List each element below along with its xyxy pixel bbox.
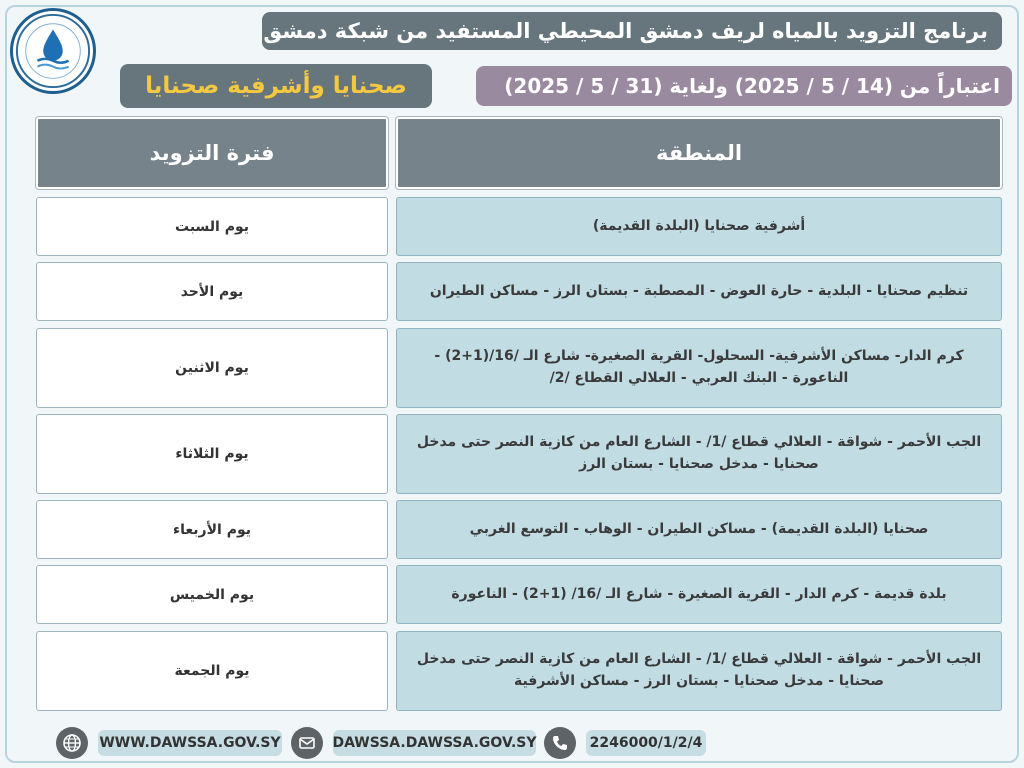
page-title: برنامج التزويد بالمياه لريف دمشق المحيطي المستفيد من شبكة دمشق: [262, 12, 1002, 50]
phone-number[interactable]: 2246000/1/2/4: [586, 730, 706, 756]
table-row-day: يوم الجمعة: [36, 631, 388, 711]
table-row-region: صحنايا (البلدة القديمة) - مساكن الطيران - الوهاب - التوسع الغربي: [396, 500, 1002, 559]
globe-icon: [56, 727, 88, 759]
water-drop-logo-icon: [14, 12, 92, 90]
table-row-day: يوم الأربعاء: [36, 500, 388, 559]
table-row-day: يوم السبت: [36, 197, 388, 256]
phone-icon: [544, 727, 576, 759]
table-row-day: يوم الاثنين: [36, 328, 388, 408]
website-link[interactable]: WWW.DAWSSA.GOV.SY: [98, 730, 282, 756]
table-row-day: يوم الأحد: [36, 262, 388, 321]
table-row-region: الجب الأحمر - شواقة - العلالي قطاع /1/ - الشارع العام من كازية النصر حتى مدخل صحنايا - مدخل صحنايا - بستان الرز - مساكن الأشرفية: [396, 631, 1002, 711]
table-row-region: أشرفية صحنايا (البلدة القديمة): [396, 197, 1002, 256]
area-name-badge: صحنايا وأشرفية صحنايا: [120, 64, 432, 108]
table-row-region: تنظيم صحنايا - البلدية - حارة العوض - المصطبة - بستان الرز - مساكن الطيران: [396, 262, 1002, 321]
table-row-day: يوم الثلاثاء: [36, 414, 388, 494]
column-header-period: فترة التزويد: [36, 117, 388, 189]
table-row-day: يوم الخميس: [36, 565, 388, 624]
table-row-region: بلدة قديمة - كرم الدار - القرية الصغيرة - شارع الـ /16/ (1+2) - الناعورة: [396, 565, 1002, 624]
envelope-icon: [291, 727, 323, 759]
table-row-region: كرم الدار- مساكن الأشرفية- السحلول- القرية الصغيرة- شارع الـ /16/(1+2) - الناعورة - البنك العربي - العلالي القطاع /2/: [396, 328, 1002, 408]
date-range-bar: اعتباراً من (14 / 5 / 2025) ولغاية (31 / 5 / 2025): [476, 66, 1012, 106]
table-row-region: الجب الأحمر - شواقة - العلالي قطاع /1/ - الشارع العام من كازية النصر حتى مدخل صحنايا - مدخل صحنايا - بستان الرز: [396, 414, 1002, 494]
email-link[interactable]: DAWSSA.DAWSSA.GOV.SY: [333, 730, 536, 756]
organization-logo: [10, 8, 96, 94]
column-header-region: المنطقة: [396, 117, 1002, 189]
